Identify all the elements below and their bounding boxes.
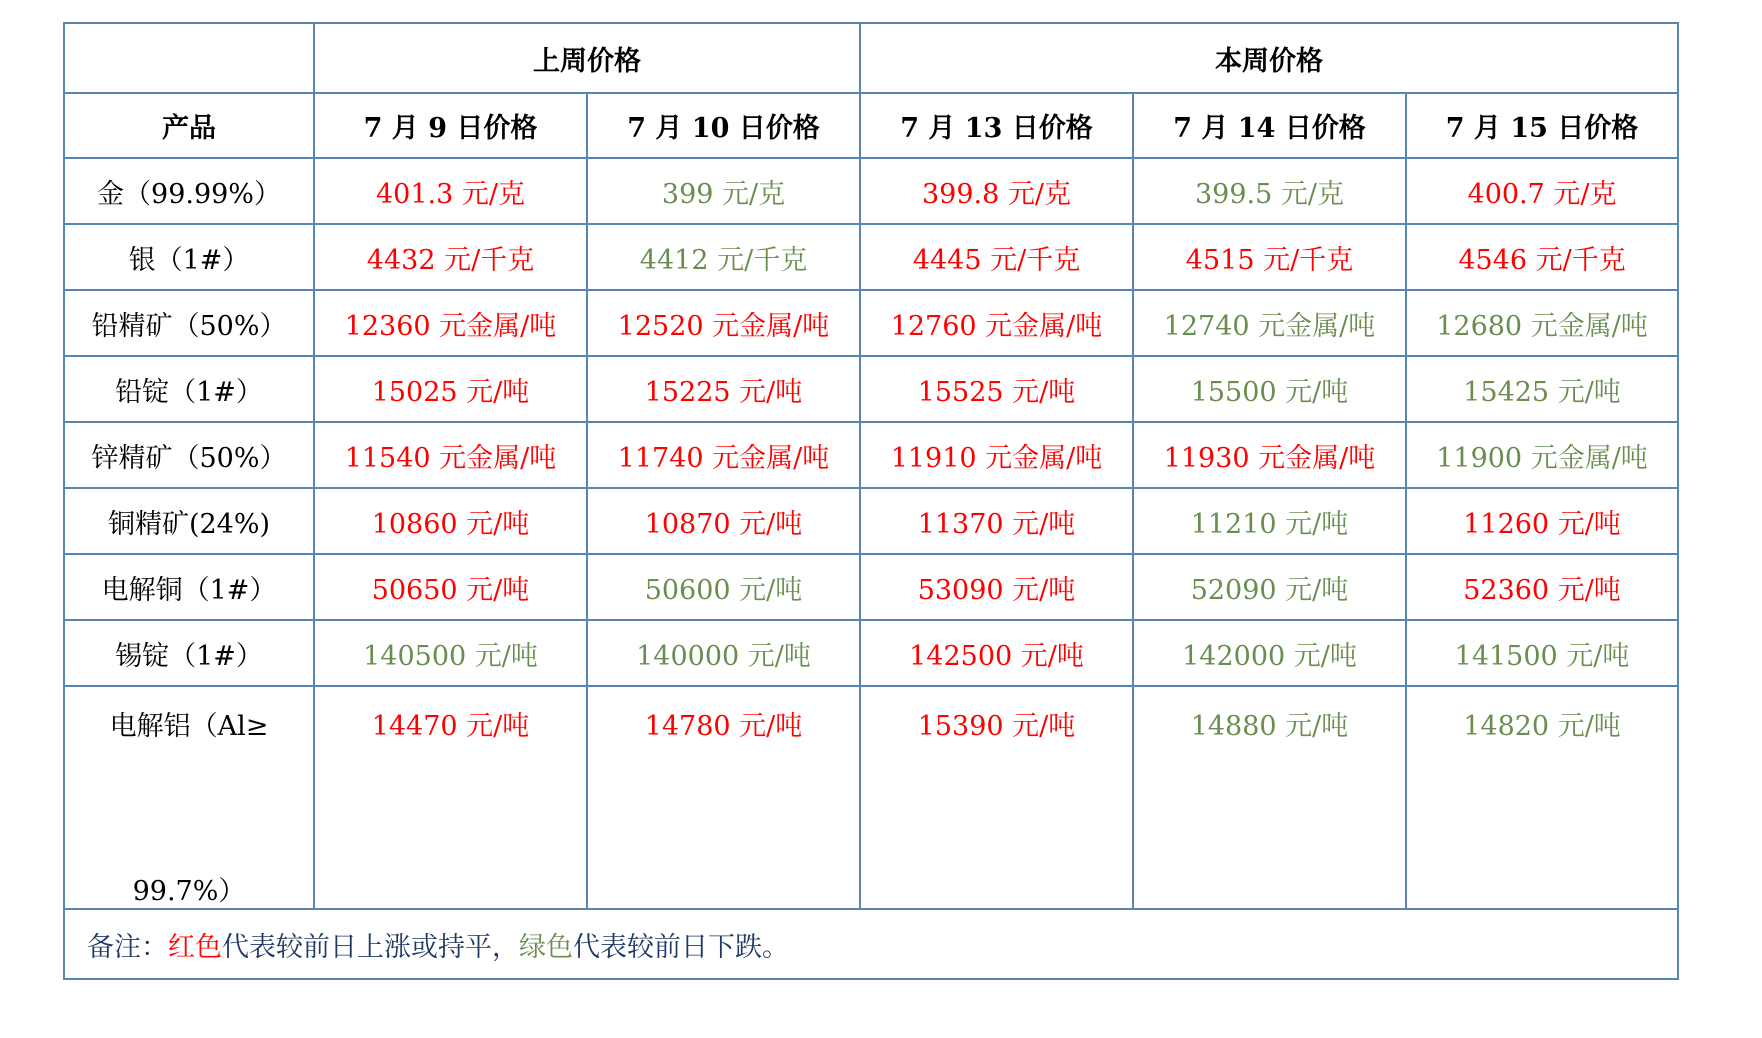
product-name: 铅锭（1#）: [64, 356, 314, 422]
price-cell: 399 元/克: [587, 158, 860, 224]
price-cell: 12520 元金属/吨: [587, 290, 860, 356]
table-row: [64, 224, 1678, 290]
price-cell: 15425 元/吨: [1406, 356, 1678, 422]
note-row: [64, 909, 1678, 979]
price-cell: 12680 元金属/吨: [1406, 290, 1678, 356]
header-last-week: 上周价格: [314, 23, 860, 93]
price-cell: 11210 元/吨: [1133, 488, 1406, 554]
price-cell: 12360 元金属/吨: [314, 290, 587, 356]
price-cell: 14470 元/吨: [314, 686, 587, 909]
week-header-row: [64, 23, 1678, 93]
header-this-week: 本周价格: [860, 23, 1678, 93]
price-cell: 401.3 元/克: [314, 158, 587, 224]
header-date-jul15: 7 月 15 日价格: [1406, 93, 1678, 158]
price-cell: 399.5 元/克: [1133, 158, 1406, 224]
price-cell: 53090 元/吨: [860, 554, 1133, 620]
price-cell: 15025 元/吨: [314, 356, 587, 422]
price-cell: 11260 元/吨: [1406, 488, 1678, 554]
price-cell: 15500 元/吨: [1133, 356, 1406, 422]
price-cell: 10870 元/吨: [587, 488, 860, 554]
table-row: [64, 488, 1678, 554]
price-cell: 4515 元/千克: [1133, 224, 1406, 290]
product-name-line2: 99.7%）: [132, 876, 246, 907]
price-cell: 14780 元/吨: [587, 686, 860, 909]
product-name: 电解铜（1#）: [64, 554, 314, 620]
header-date-jul13: 7 月 13 日价格: [860, 93, 1133, 158]
price-cell: 14880 元/吨: [1133, 686, 1406, 909]
header-date-jul9: 7 月 9 日价格: [314, 93, 587, 158]
price-cell: 142000 元/吨: [1133, 620, 1406, 686]
price-cell: 15225 元/吨: [587, 356, 860, 422]
date-header-row: [64, 93, 1678, 158]
product-name-line1: 电解铝（Al≥: [109, 711, 269, 742]
price-cell: 141500 元/吨: [1406, 620, 1678, 686]
corner-cell: [64, 23, 314, 93]
note-segment: 代表较前日上涨或持平，: [222, 931, 519, 963]
price-cell: 11540 元金属/吨: [314, 422, 587, 488]
price-cell: 4546 元/千克: [1406, 224, 1678, 290]
price-cell: 142500 元/吨: [860, 620, 1133, 686]
product-name: 锡锭（1#）: [64, 620, 314, 686]
price-cell: 15390 元/吨: [860, 686, 1133, 909]
table-row: [64, 620, 1678, 686]
table-row: [64, 554, 1678, 620]
price-cell: 4432 元/千克: [314, 224, 587, 290]
price-cell: 140500 元/吨: [314, 620, 587, 686]
price-cell: 15525 元/吨: [860, 356, 1133, 422]
product-name: 银（1#）: [64, 224, 314, 290]
price-cell: 50600 元/吨: [587, 554, 860, 620]
price-cell: 52090 元/吨: [1133, 554, 1406, 620]
header-date-jul10: 7 月 10 日价格: [587, 93, 860, 158]
table-row: [64, 686, 1678, 909]
price-cell: 399.8 元/克: [860, 158, 1133, 224]
price-cell: 12760 元金属/吨: [860, 290, 1133, 356]
table-row: [64, 290, 1678, 356]
price-cell: 11910 元金属/吨: [860, 422, 1133, 488]
price-cell: 14820 元/吨: [1406, 686, 1678, 909]
product-name: 铜精矿(24%): [64, 488, 314, 554]
product-name: 金（99.99%）: [64, 158, 314, 224]
product-name: 锌精矿（50%）: [64, 422, 314, 488]
price-cell: 10860 元/吨: [314, 488, 587, 554]
note-segment: 绿色: [519, 931, 573, 963]
price-cell: 50650 元/吨: [314, 554, 587, 620]
price-cell: 4445 元/千克: [860, 224, 1133, 290]
note-segment: 代表较前日下跌。: [573, 931, 789, 963]
header-product: 产品: [64, 93, 314, 158]
note-segment: 备注：: [87, 931, 168, 963]
price-cell: 52360 元/吨: [1406, 554, 1678, 620]
product-name: [64, 686, 314, 909]
table-row: [64, 422, 1678, 488]
note-cell: [64, 909, 1678, 979]
note-segment: 红色: [168, 931, 222, 963]
price-cell: 11900 元金属/吨: [1406, 422, 1678, 488]
price-table-body: [64, 158, 1678, 909]
price-cell: 11370 元/吨: [860, 488, 1133, 554]
product-name: 铅精矿（50%）: [64, 290, 314, 356]
table-row: [64, 356, 1678, 422]
price-cell: 11740 元金属/吨: [587, 422, 860, 488]
price-cell: 12740 元金属/吨: [1133, 290, 1406, 356]
table-row: [64, 158, 1678, 224]
price-cell: 400.7 元/克: [1406, 158, 1678, 224]
metal-price-table: [63, 22, 1679, 980]
price-cell: 4412 元/千克: [587, 224, 860, 290]
header-date-jul14: 7 月 14 日价格: [1133, 93, 1406, 158]
price-cell: 140000 元/吨: [587, 620, 860, 686]
price-cell: 11930 元金属/吨: [1133, 422, 1406, 488]
